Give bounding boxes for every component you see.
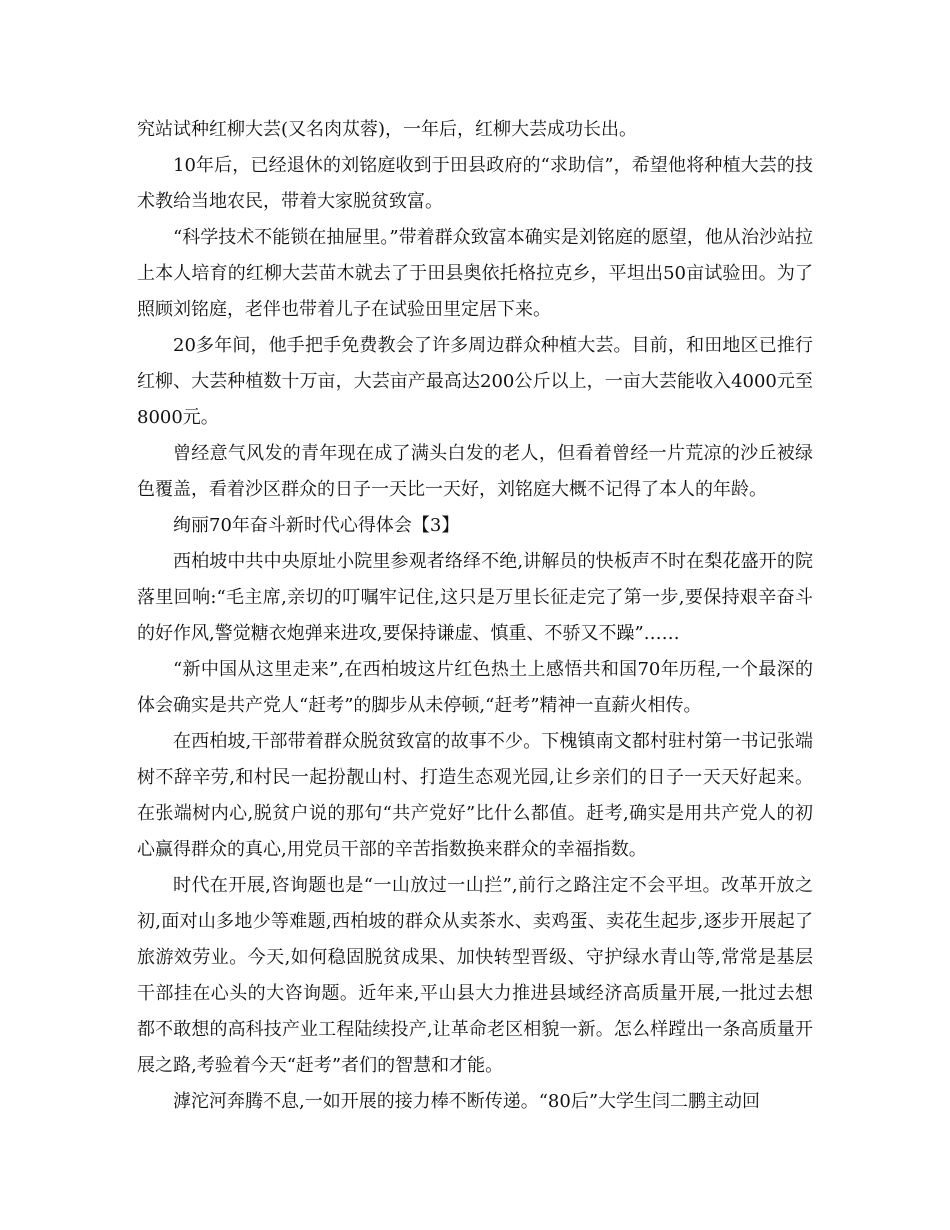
paragraph: “科学技术不能锁在抽屉里。”带着群众致富本确实是刘铭庭的愿望，他从治沙站拉上本人培育的红柳大芸苗木就去了于田县奥依托格拉克乡，平坦出50亩试验田。为了照顾刘铭庭，老伴也带着儿子在试验田里定居下来。 xyxy=(137,227,813,320)
paragraph-continuation: 究站试种红柳大芸(又名肉苁蓉)，一年后，红柳大芸成功长出。 xyxy=(137,119,638,140)
paragraph: 10年后，已经退休的刘铭庭收到于田县政府的“求助信”，希望他将种植大芸的技术教给当地农民，带着大家脱贫致富。 xyxy=(137,155,813,212)
paragraph: 时代在开展,咨询题也是“一山放过一山拦”,前行之路注定不会平坦。改革开放之初,面对山多地少等难题,西柏坡的群众从卖茶水、卖鸡蛋、卖花生起步,逐步开展起了旅游效劳业。今天,如何稳固脱贫成果、加快转型晋级、守护绿水青山等,常常是基层干部挂在心头的大咨询题。近年来,平山县大力推进县域经济高质量开展,一批过去想都不敢想的高科技产业工程陆续投产,让革命老区相貌一新。怎么样蹚出一条高质量开展之路,考验着今天“赶考”者们的智慧和才能。 xyxy=(137,875,813,1076)
paragraph: 20多年间，他手把手免费教会了许多周边群众种植大芸。目前，和田地区已推行红柳、大芸种植数十万亩，大芸亩产最高达200公斤以上，一亩大芸能收入4000元至8000元。 xyxy=(137,335,813,428)
paragraph: 曾经意气风发的青年现在成了满头白发的老人，但看着曾经一片荒凉的沙丘被绿色覆盖，看着沙区群众的日子一天比一天好，刘铭庭大概不记得了本人的年龄。 xyxy=(137,443,813,500)
section-heading: 绚丽70年奋斗新时代心得体会【3】 xyxy=(173,515,460,536)
paragraph: “新中国从这里走来”,在西柏坡这片红色热土上感悟共和国70年历程,一个最深的体会确实是共产党人“赶考”的脚步从未停顿,“赶考”精神一直薪火相传。 xyxy=(137,659,813,716)
paragraph: 滹沱河奔腾不息,一如开展的接力棒不断传递。“80后”大学生闫二鹏主动回 xyxy=(173,1091,761,1112)
paragraph: 西柏坡中共中央原址小院里参观者络绎不绝,讲解员的快板声不时在梨花盛开的院落里回响:“毛主席,亲切的叮嘱牢记住,这只是万里长征走完了第一步,要保持艰辛奋斗的好作风,警觉糖衣炮弹来进攻,要保持谦虚、慎重、不骄又不躁”…… xyxy=(137,551,813,644)
paragraph: 在西柏坡,干部带着群众脱贫致富的故事不少。下槐镇南文都村驻村第一书记张端树不辞辛劳,和村民一起扮靓山村、打造生态观光园,让乡亲们的日子一天天好起来。在张端树内心,脱贫户说的那句“共产党好”比什么都值。赶考,确实是用共产党人的初心赢得群众的真心,用党员干部的辛苦指数换来群众的幸福指数。 xyxy=(137,731,813,860)
document-page xyxy=(137,112,813,1120)
